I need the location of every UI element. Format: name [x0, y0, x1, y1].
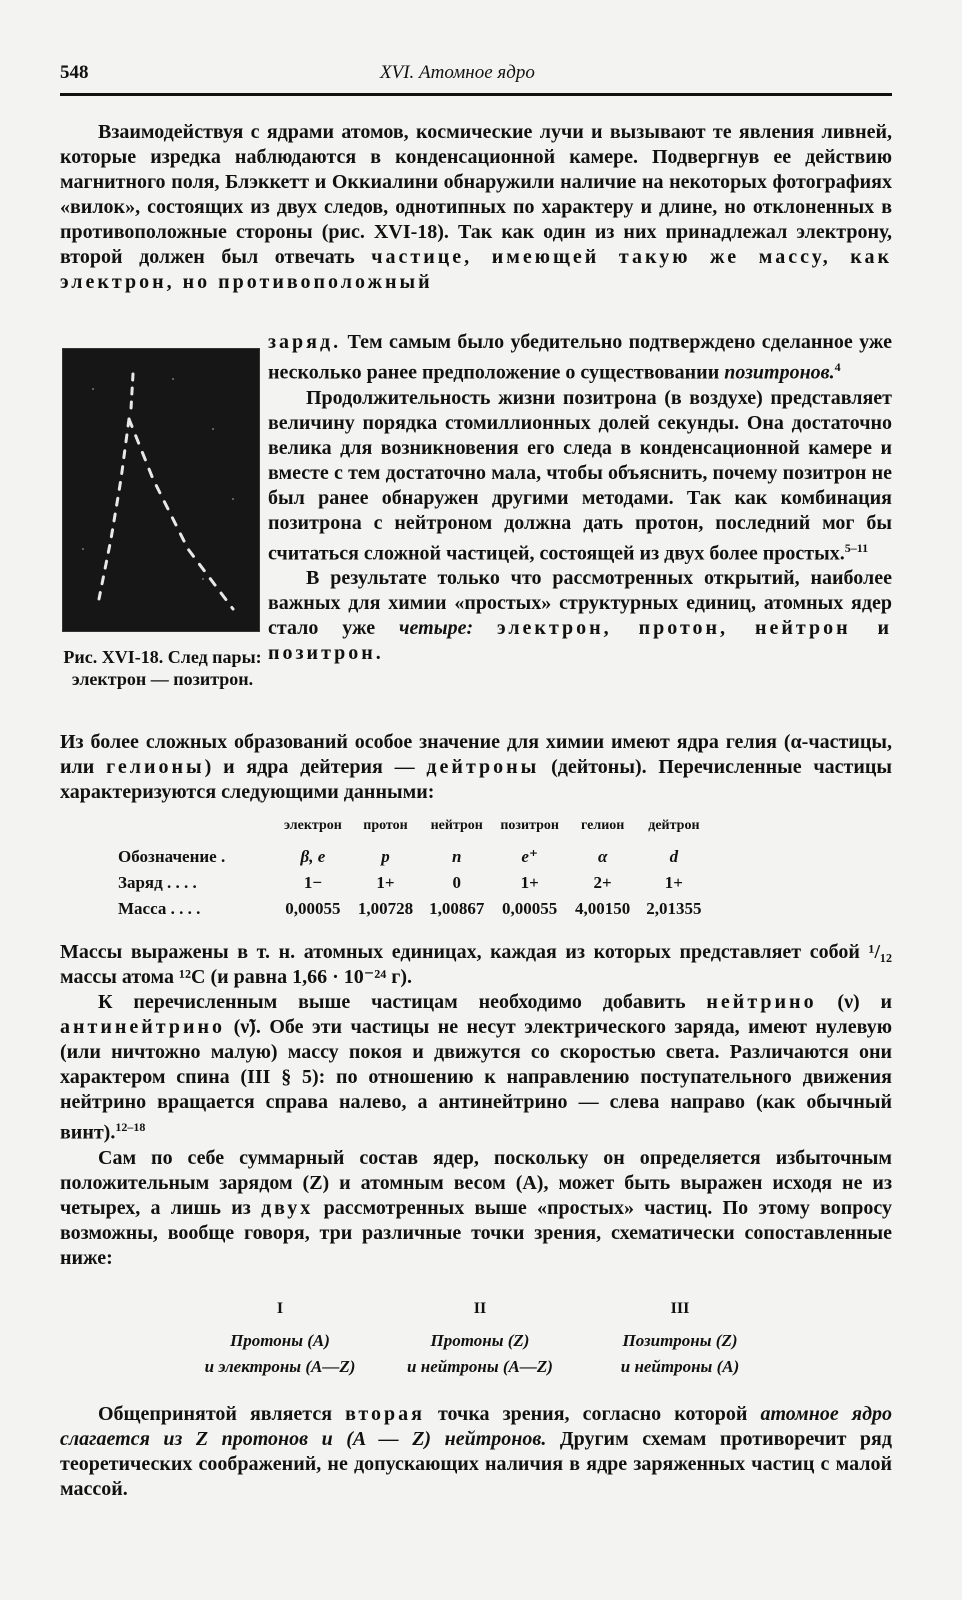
right-column — [268, 330, 892, 666]
scheme-line: и нейтроны (A) — [620, 1357, 740, 1376]
table-row — [118, 870, 710, 896]
paragraph-7-text-c: Другим схемам противоречит ряд теоретических соображений, не допускающих наличия в ядре заряженных частиц с малой массой. — [60, 1428, 892, 1500]
scheme-line: Протоны (A) — [230, 1331, 330, 1350]
column-header: протон — [363, 818, 408, 833]
paragraph-4: Массы выражены в т. н. атомных единицах, каждая из которых представляет собой ¹/₁₂ массы атома ¹²C (и равна 1,66 · 10⁻²⁴ г). — [60, 941, 892, 988]
paragraph-5-text-b: (ν) и — [837, 991, 893, 1013]
table-row — [118, 896, 710, 922]
table-cell: 1,00728 — [357, 899, 414, 918]
paragraph-3-text-a: В результате только что рассмотренных открытий, наиболее важных для химии «простых» структурных единиц, атомных ядер стало уже — [268, 567, 892, 640]
table-cell: 4,00150 — [575, 899, 631, 918]
paragraph-1-spaced: частице, имеющей такую же массу, как электрон, но противоположный — [60, 246, 893, 293]
paragraph-6-text-b: рассмотренных выше «простых» частиц. По этому вопросу возможны, вообще говоря, три различные точки зрения, схематически сопоставленные ниже: — [60, 1196, 893, 1269]
running-title: XVI. Атомное ядро — [380, 62, 535, 83]
paragraph-1 — [60, 120, 892, 295]
column-header: дейтрон — [648, 818, 700, 833]
paragraph-7-text-b: точка зрения, согласно которой — [438, 1403, 748, 1425]
figure-caption: Рис. XVI-18. След пары: электрон — позитрон. — [63, 647, 262, 689]
table-cell: 1,00867 — [429, 899, 485, 918]
paragraph-3-spaced-c: дейтроны — [426, 756, 540, 778]
paragraph-3-text-d: (дейтоны). Перечисленные частицы характеризуются следующими данными: — [60, 756, 893, 803]
table-cell: 1+ — [520, 873, 539, 892]
table-cell: 1+ — [376, 873, 395, 892]
row-label: Обозначение . — [118, 847, 226, 866]
column-header: электрон — [284, 818, 342, 833]
paragraph-5-spaced-b: антинейтрино — [60, 1016, 226, 1038]
paragraph-3-spaced-a: электрон, протон, нейтрон и позитрон. — [268, 617, 893, 665]
paragraph-7-spaced: вторая — [345, 1403, 425, 1425]
table-row — [118, 844, 710, 870]
scheme-line: Позитроны (Z) — [622, 1331, 738, 1350]
scheme-3 — [580, 1300, 780, 1380]
ref-5-11: 5–11 — [844, 540, 869, 555]
scheme-line: и электроны (A—Z) — [204, 1357, 356, 1376]
particle-table — [118, 818, 710, 922]
row-label: Масса . . . . — [118, 899, 201, 918]
table-cell: p — [381, 847, 390, 866]
paragraph-2-text: Продолжительность жизни позитрона (в воздухе) представляет величину порядка стомиллионных долей секунды. Она достаточно велика для возникновения его следа в конденсационной камере и вместе с тем достаточно мала, чтобы объяснить, почему позитрон не был ранее обнаружен другими методами. Так как комбинация позитрона с нейтроном должна дать протон, последний мог бы считаться сложной частицей, состоящей из двух более простых. — [268, 386, 892, 565]
column-header: нейтрон — [430, 818, 483, 833]
para1-cont-spaced: заряд. — [268, 331, 342, 353]
para1-cont-text: Тем самым было убедительно подтверждено сделанное уже несколько ранее предположение о существовании — [268, 331, 892, 384]
header-rule — [60, 93, 892, 96]
page-number: 548 — [60, 62, 89, 83]
scheme-line: и нейтроны (A—Z) — [407, 1357, 553, 1376]
paragraph-5-spaced-a: нейтрино — [706, 991, 817, 1013]
paragraph-7-text-a: Общепринятой является — [98, 1403, 333, 1425]
figure-photo-pair-tracks — [62, 348, 260, 632]
column-header: позитрон — [500, 818, 560, 833]
paragraph-6-spaced: двух — [261, 1196, 314, 1219]
scheme-line: Протоны (Z) — [430, 1331, 530, 1350]
scheme-number: III — [670, 1300, 690, 1317]
paragraph-3-spaced-b: гелионы — [106, 756, 205, 778]
paragraph-3-italic: четыре: — [399, 617, 474, 640]
table-cell: 0 — [452, 873, 461, 892]
table-cell: 1− — [303, 873, 323, 892]
scheme-1 — [180, 1300, 380, 1380]
table-cell: n — [451, 847, 462, 866]
paragraph-1-text: Взаимодействуя с ядрами атомов, космические лучи и вызывают те явления ливней, которые изредка наблюдаются в конденсационной камере. Подвергнув ее действию магнитного поля, Блэккетт и Оккиалини обнаружили наличие на некоторых фотографиях «вилок», состоящих из двух следов, однотипных по характеру и длине, но отклоненных в противоположные стороны (рис. XVI-18). Так как один из них принадлежал электрону, второй должен был отвечать — [60, 121, 892, 268]
table-cell: α — [597, 847, 608, 866]
table-cell: e⁺ — [521, 847, 538, 866]
paragraph-3-continued — [60, 730, 892, 805]
table-header-row — [118, 818, 710, 844]
table-cell: 2,01355 — [646, 899, 702, 918]
ref-12-18: 12–18 — [115, 1120, 146, 1134]
table-cell: 0,00055 — [502, 899, 558, 918]
table-cell: 0,00055 — [285, 899, 341, 918]
paragraph-7 — [60, 1402, 892, 1502]
track-image — [63, 349, 259, 631]
scheme-number: I — [276, 1300, 284, 1317]
ref-4: 4 — [834, 360, 841, 374]
table-cell: 1+ — [664, 873, 683, 892]
table-cell: 2+ — [593, 873, 612, 892]
scheme-number: II — [473, 1300, 487, 1317]
table-cell: β, e — [300, 847, 326, 866]
paragraph-5-text-c: (ν̃). Обе эти частицы не несут электрического заряда, имеют нулевую (или ничтожно малую) массу покоя и движутся со скоростью света. Различаются они характером спина (III § 5): по отношению к направлению поступательного движения нейтрино вращается справа налево, а антинейтрино — слева направо (как обычный винт). — [60, 1016, 893, 1144]
row-label: Заряд . . . . — [118, 873, 197, 892]
paragraphs-4-6 — [60, 940, 892, 1271]
paragraph-6-text-a: Сам по себе суммарный состав ядер, поскольку он определяется избыточным положительным зарядом (Z) и атомным весом (A), может быть выражен исходя не из четырех, а лишь из — [60, 1146, 892, 1219]
paragraph-3-text-b: Из более сложных образований особое значение для химии имеют ядра гелия (α-частицы, или — [60, 731, 892, 778]
paragraph-5-text-a: К перечисленным выше частицам необходимо добавить — [98, 991, 686, 1013]
scheme-2 — [380, 1300, 580, 1380]
column-header: гелион — [580, 818, 625, 833]
table-cell: d — [669, 847, 679, 866]
paragraph-3-text-c: ) и ядра дейтерия — — [204, 756, 415, 778]
para1-cont-italic: позитронов. — [724, 361, 835, 384]
paragraph-7-italic: атомное ядро слагается из Z протонов и (A — Z) нейтронов. — [60, 1403, 893, 1450]
